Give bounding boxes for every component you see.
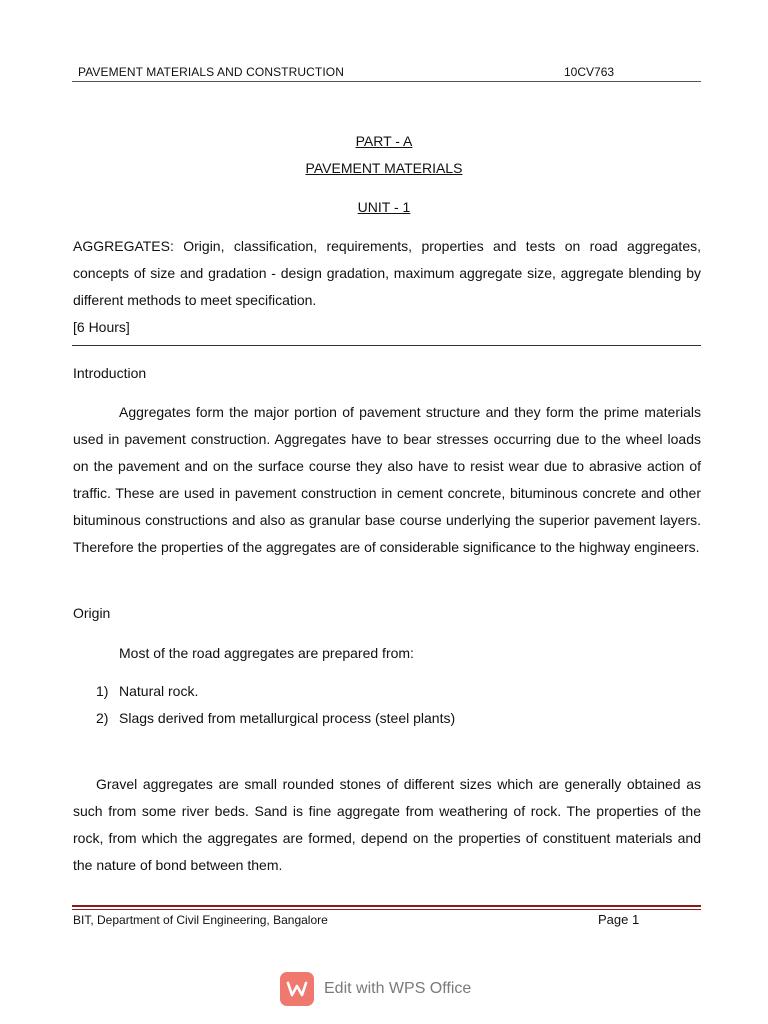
running-header-title: PAVEMENT MATERIALS AND CONSTRUCTION: [78, 65, 344, 79]
syllabus-rule: [72, 345, 701, 346]
header-rule: [72, 81, 701, 82]
list-item-text: Slags derived from metallurgical process (steel plants): [119, 710, 456, 726]
origin-paragraph: Gravel aggregates are small rounded stones of different sizes which are generally obtained as such from some river beds. Sand is fine aggregate from weathering of rock. The properties of the rock, from which the aggregates are formed, depend on the properties of constituent materials and the nature of bond between them.: [73, 776, 701, 873]
wps-watermark[interactable]: [280, 972, 471, 1006]
course-code: 10CV763: [564, 65, 615, 79]
unit-title: UNIT - 1: [357, 199, 411, 215]
syllabus-text: Origin, classification, requirements, properties and tests on road aggregates, concepts of size and gradation - design gradation, maximum aggregate size, aggregate blending by different methods to meet specification.: [73, 238, 701, 308]
list-item: [96, 683, 108, 699]
footer-rule-bottom: [72, 909, 701, 910]
wps-watermark-text: Edit with WPS Office: [324, 980, 472, 997]
list-item: [96, 710, 108, 726]
introduction-paragraph: Aggregates form the major portion of pavement structure and they form the prime materials used in pavement construction. Aggregates have to bear stresses occurring due to the wheel loads on the pavement and on the surface course they also have to resist wear due to abrasive action of traffic. These are used in pavement construction in cement concrete, bituminous concrete and other bituminous constructions and also as granular base course underlying the superior pavement layers. Therefore the properties of the aggregates are of considerable significance to the highway engineers.: [73, 404, 701, 555]
syllabus-label: AGGREGATES:: [73, 238, 174, 254]
footer-institution: BIT, Department of Civil Engineering, Bangalore: [73, 913, 328, 927]
wps-logo-icon: [280, 972, 314, 1006]
origin-heading: Origin: [73, 605, 111, 621]
section-title: PAVEMENT MATERIALS: [305, 160, 463, 176]
part-title: PART - A: [355, 133, 413, 149]
syllabus-hours: [6 Hours]: [73, 319, 130, 335]
origin-intro: Most of the road aggregates are prepared from:: [119, 645, 414, 661]
page-number: Page 1: [598, 912, 640, 927]
list-number: 1): [96, 683, 109, 699]
syllabus-block: [73, 233, 701, 341]
footer-rule-top: [72, 905, 701, 907]
list-item-text: Natural rock.: [119, 683, 199, 699]
introduction-heading: Introduction: [73, 365, 147, 381]
list-number: 2): [96, 710, 109, 726]
